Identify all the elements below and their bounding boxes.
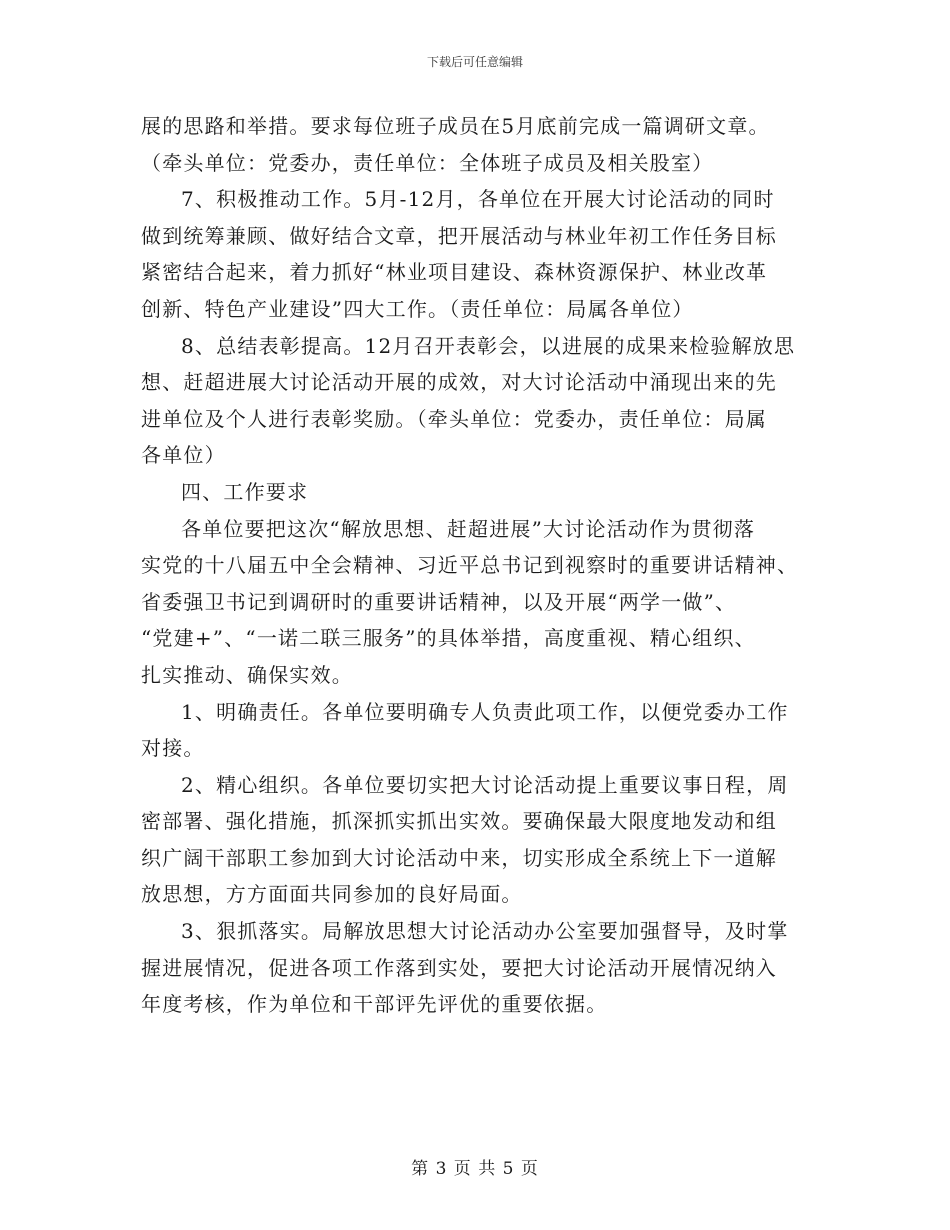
text-line: “党建+”、“一诺二联三服务”的具体举措，高度重视、精心组织、 <box>141 626 756 651</box>
paragraph-item-1-start: 1、明确责任。各单位要明确专人负责此项工作，以便党委办工作 <box>181 699 789 724</box>
text-line: 做到统筹兼顾、做好结合文章，把开展活动与林业年初工作任务目标 <box>141 223 777 248</box>
text-line: 创新、特色产业建设”四大工作。（责任单位：局属各单位） <box>141 296 694 321</box>
paragraph-item-8-start: 8、总结表彰提高。12月召开表彰会，以进展的成果来检验解放思 <box>181 333 796 358</box>
text-line: 放思想，方方面面共同参加的良好局面。 <box>141 882 523 907</box>
text-line: 各单位） <box>141 443 226 468</box>
text-line: 省委强卫书记到调研时的重要讲话精神，以及开展“两学一做”、 <box>141 589 737 614</box>
page-header-note: 下载后可任意编辑 <box>426 55 523 69</box>
paragraph-item-2-start: 2、精心组织。各单位要切实把大讨论活动提上重要议事日程，周 <box>181 772 789 797</box>
paragraph-item-3-start: 3、狠抓落实。局解放思想大讨论活动办公室要加强督导，及时掌 <box>181 919 789 944</box>
page-number-footer: 第 3 页 共 5 页 <box>411 1159 539 1179</box>
text-line: 扎实推动、确保实效。 <box>141 662 353 687</box>
text-line: 展的思路和举措。要求每位班子成员在5月底前完成一篇调研文章。 <box>141 114 770 138</box>
text-line: 紧密结合起来，着力抓好“林业项目建设、森林资源保护、林业改革 <box>141 260 768 285</box>
text-line: 进单位及个人进行表彰奖励。（牵头单位：党委办，责任单位：局属 <box>141 406 767 431</box>
document-body <box>141 108 809 1023</box>
paragraph-start: 各单位要把这次“解放思想、赶超进展”大讨论活动作为贯彻落 <box>181 516 756 541</box>
text-line: 密部署、强化措施，抓深抓实抓出实效。要确保最大限度地发动和组 <box>141 809 777 834</box>
paragraph-item-7-start: 7、积极推动工作。5月-12月，各单位在开展大讨论活动的同时 <box>181 187 775 212</box>
text-line: 想、赶超进展大讨论活动开展的成效，对大讨论活动中涌现出来的先 <box>141 370 777 395</box>
text-line: 实党的十八届五中全会精神、习近平总书记到视察时的重要讲话精神、 <box>141 553 799 578</box>
section-heading: 四、工作要求 <box>181 479 309 504</box>
text-line: 握进展情况，促进各项工作落到实处，要把大讨论活动开展情况纳入 <box>141 955 777 980</box>
text-line: （牵头单位：党委办，责任单位：全体班子成员及相关股室） <box>141 150 714 175</box>
text-line: 对接。 <box>141 736 205 761</box>
text-line: 织广阔干部职工参加到大讨论活动中来，切实形成全系统上下一道解 <box>141 845 777 870</box>
text-line: 年度考核，作为单位和干部评先评优的重要依据。 <box>141 992 608 1017</box>
